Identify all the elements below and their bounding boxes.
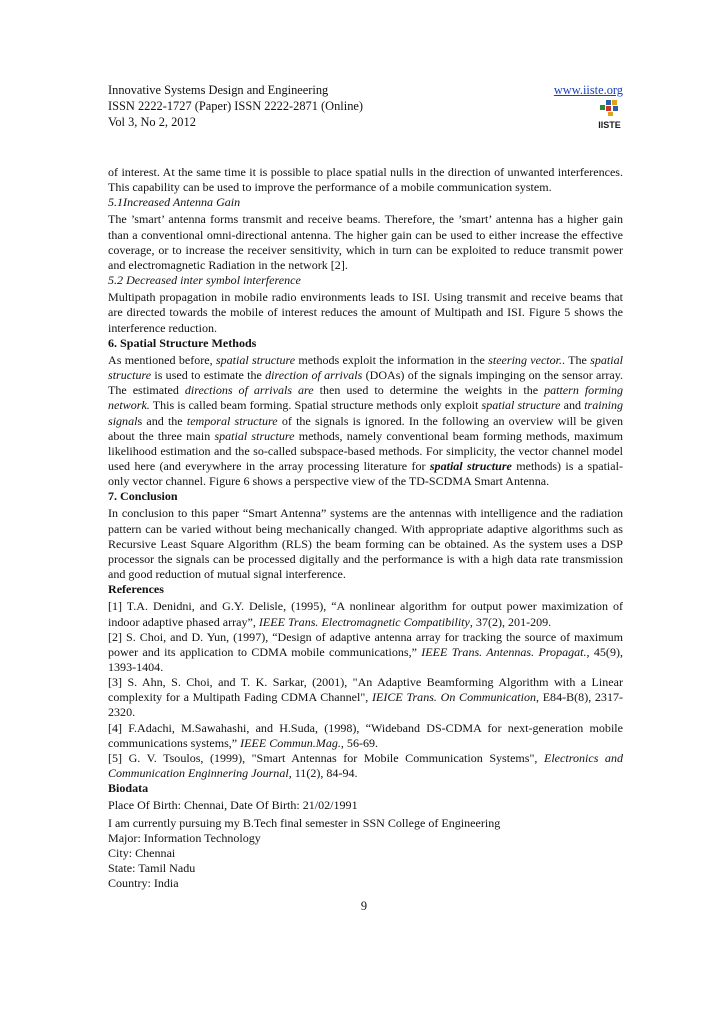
logo-wordmark: IISTE xyxy=(598,120,621,130)
heading-5-1: 5.1Increased Antenna Gain xyxy=(108,195,241,210)
reference-item: [2] S. Choi, and D. Yun, (1997), “Design of adaptive antenna array for tracking the source of maximum power and its application to CDMA mobile communications,” IEEE Trans. Antennas. Propagat., 45(9), 1393-1404. xyxy=(108,629,623,674)
paragraph-6: As mentioned before, spatial structure methods exploit the information in the steering vector.. The spatial structure is used to estimate the direction of arrivals (DOAs) of the signals impinging on the sensor array. The estimated directions of arrivals are then used to determine the weights in the pattern forming network. This is called beam forming. Spatial structure methods only exploit spatial structure and training signals and the temporal structure of the signals is ignored. In the following an overview will be given about the three main spatial structure methods, namely conventional beam forming methods, maximum likelihood estimation and the so-called subspace-based methods. For simplicity, the vector channel model used here (and everywhere in the array processing literature for spatial structure methods) is a spatial-only vector channel. Figure 6 shows a perspective view of the TD-SCDMA Smart Antenna. xyxy=(108,352,624,489)
reference-item: [5] G. V. Tsoulos, (1999), "Smart Antennas for Mobile Communication Systems", Electronics and Communication Enginnering Journal, 11(2), 84-94. xyxy=(108,750,623,781)
heading-6: 6. Spatial Structure Methods xyxy=(108,335,257,350)
heading-biodata: Biodata xyxy=(108,781,149,796)
paragraph-intro: of interest. At the same time it is possible to place spatial nulls in the direction of unwanted interferences. This capability can be used to improve the performance of a mobile communication system. xyxy=(108,165,623,195)
journal-title: Innovative Systems Design and Engineering xyxy=(108,83,329,97)
bio-pursuing: I am currently pursuing my B.Tech final semester in SSN College of Engineering xyxy=(108,815,501,830)
bio-country: Country: India xyxy=(108,876,179,891)
bio-birth: Place Of Birth: Chennai, Date Of Birth: 21/02/1991 xyxy=(108,798,358,813)
page-number: 9 xyxy=(360,899,368,913)
journal-url-link[interactable]: www.iiste.org xyxy=(553,83,623,97)
heading-7: 7. Conclusion xyxy=(108,489,178,504)
reference-item: [4] F.Adachi, M.Sawahashi, and H.Suda, (1998), “Wideband DS-CDMA for next-generation mobile communications systems,” IEEE Commun.Mag., 56-69. xyxy=(108,720,623,750)
reference-item: [1] T.A. Denidni, and G.Y. Delisle, (1995), “A nonlinear algorithm for output power maximization of indoor adaptive phased array”, IEEE Trans. Electromagnetic Compatibility, 37(2), 201-209. xyxy=(108,599,623,629)
paragraph-5-1: The ’smart’ antenna forms transmit and receive beams. Therefore, the ’smart’ antenna has a higher gain than a conventional omni-directional antenna. The higher gain can be used to either increase the effective coverage, or to increase the receiver sensitivity, which in turn can be exploited to reduce transmit power and electromagnetic Radiation in the network [2]. xyxy=(108,212,623,272)
bio-state: State: Tamil Nadu xyxy=(108,861,196,876)
paragraph-5-2: Multipath propagation in mobile radio environments leads to ISI. Using transmit and receive beams that are directed towards the mobile of interest reduces the amount of Multipath and ISI. Figure 5 shows the interference reduction. xyxy=(108,290,623,335)
issn-line: ISSN 2222-1727 (Paper) ISSN 2222-2871 (Online) xyxy=(108,99,364,113)
paragraph-7: In conclusion to this paper “Smart Antenna” systems are the antennas with intelligence and the radiation pattern can be varied without being mechanically changed. With appropriate adaptive algorithms such as Recursive Least Square Algorithm (RLS) the beam forming can be obtained. As the system uses a DSP processor the signals can be processed digitally and the performance is with a high data rate transmission and good reduction of mutual signal interference. xyxy=(108,506,623,582)
reference-item: [3] S. Ahn, S. Choi, and T. K. Sarkar, (2001), "An Adaptive Beamforming Algorithm with a Linear complexity for a Multipath Fading CDMA Channel", IEICE Trans. On Communication, E84-B(8), 2317-2320. xyxy=(108,675,624,720)
iiste-logo xyxy=(596,99,623,131)
bio-major: Major: Information Technology xyxy=(108,830,261,845)
heading-5-2: 5.2 Decreased inter symbol interference xyxy=(108,273,301,288)
reference-list xyxy=(108,599,623,781)
article-body xyxy=(108,165,623,891)
bio-city: City: Chennai xyxy=(108,845,176,860)
heading-references: References xyxy=(108,582,164,597)
volume-line: Vol 3, No 2, 2012 xyxy=(108,115,196,129)
page-header xyxy=(108,82,623,130)
